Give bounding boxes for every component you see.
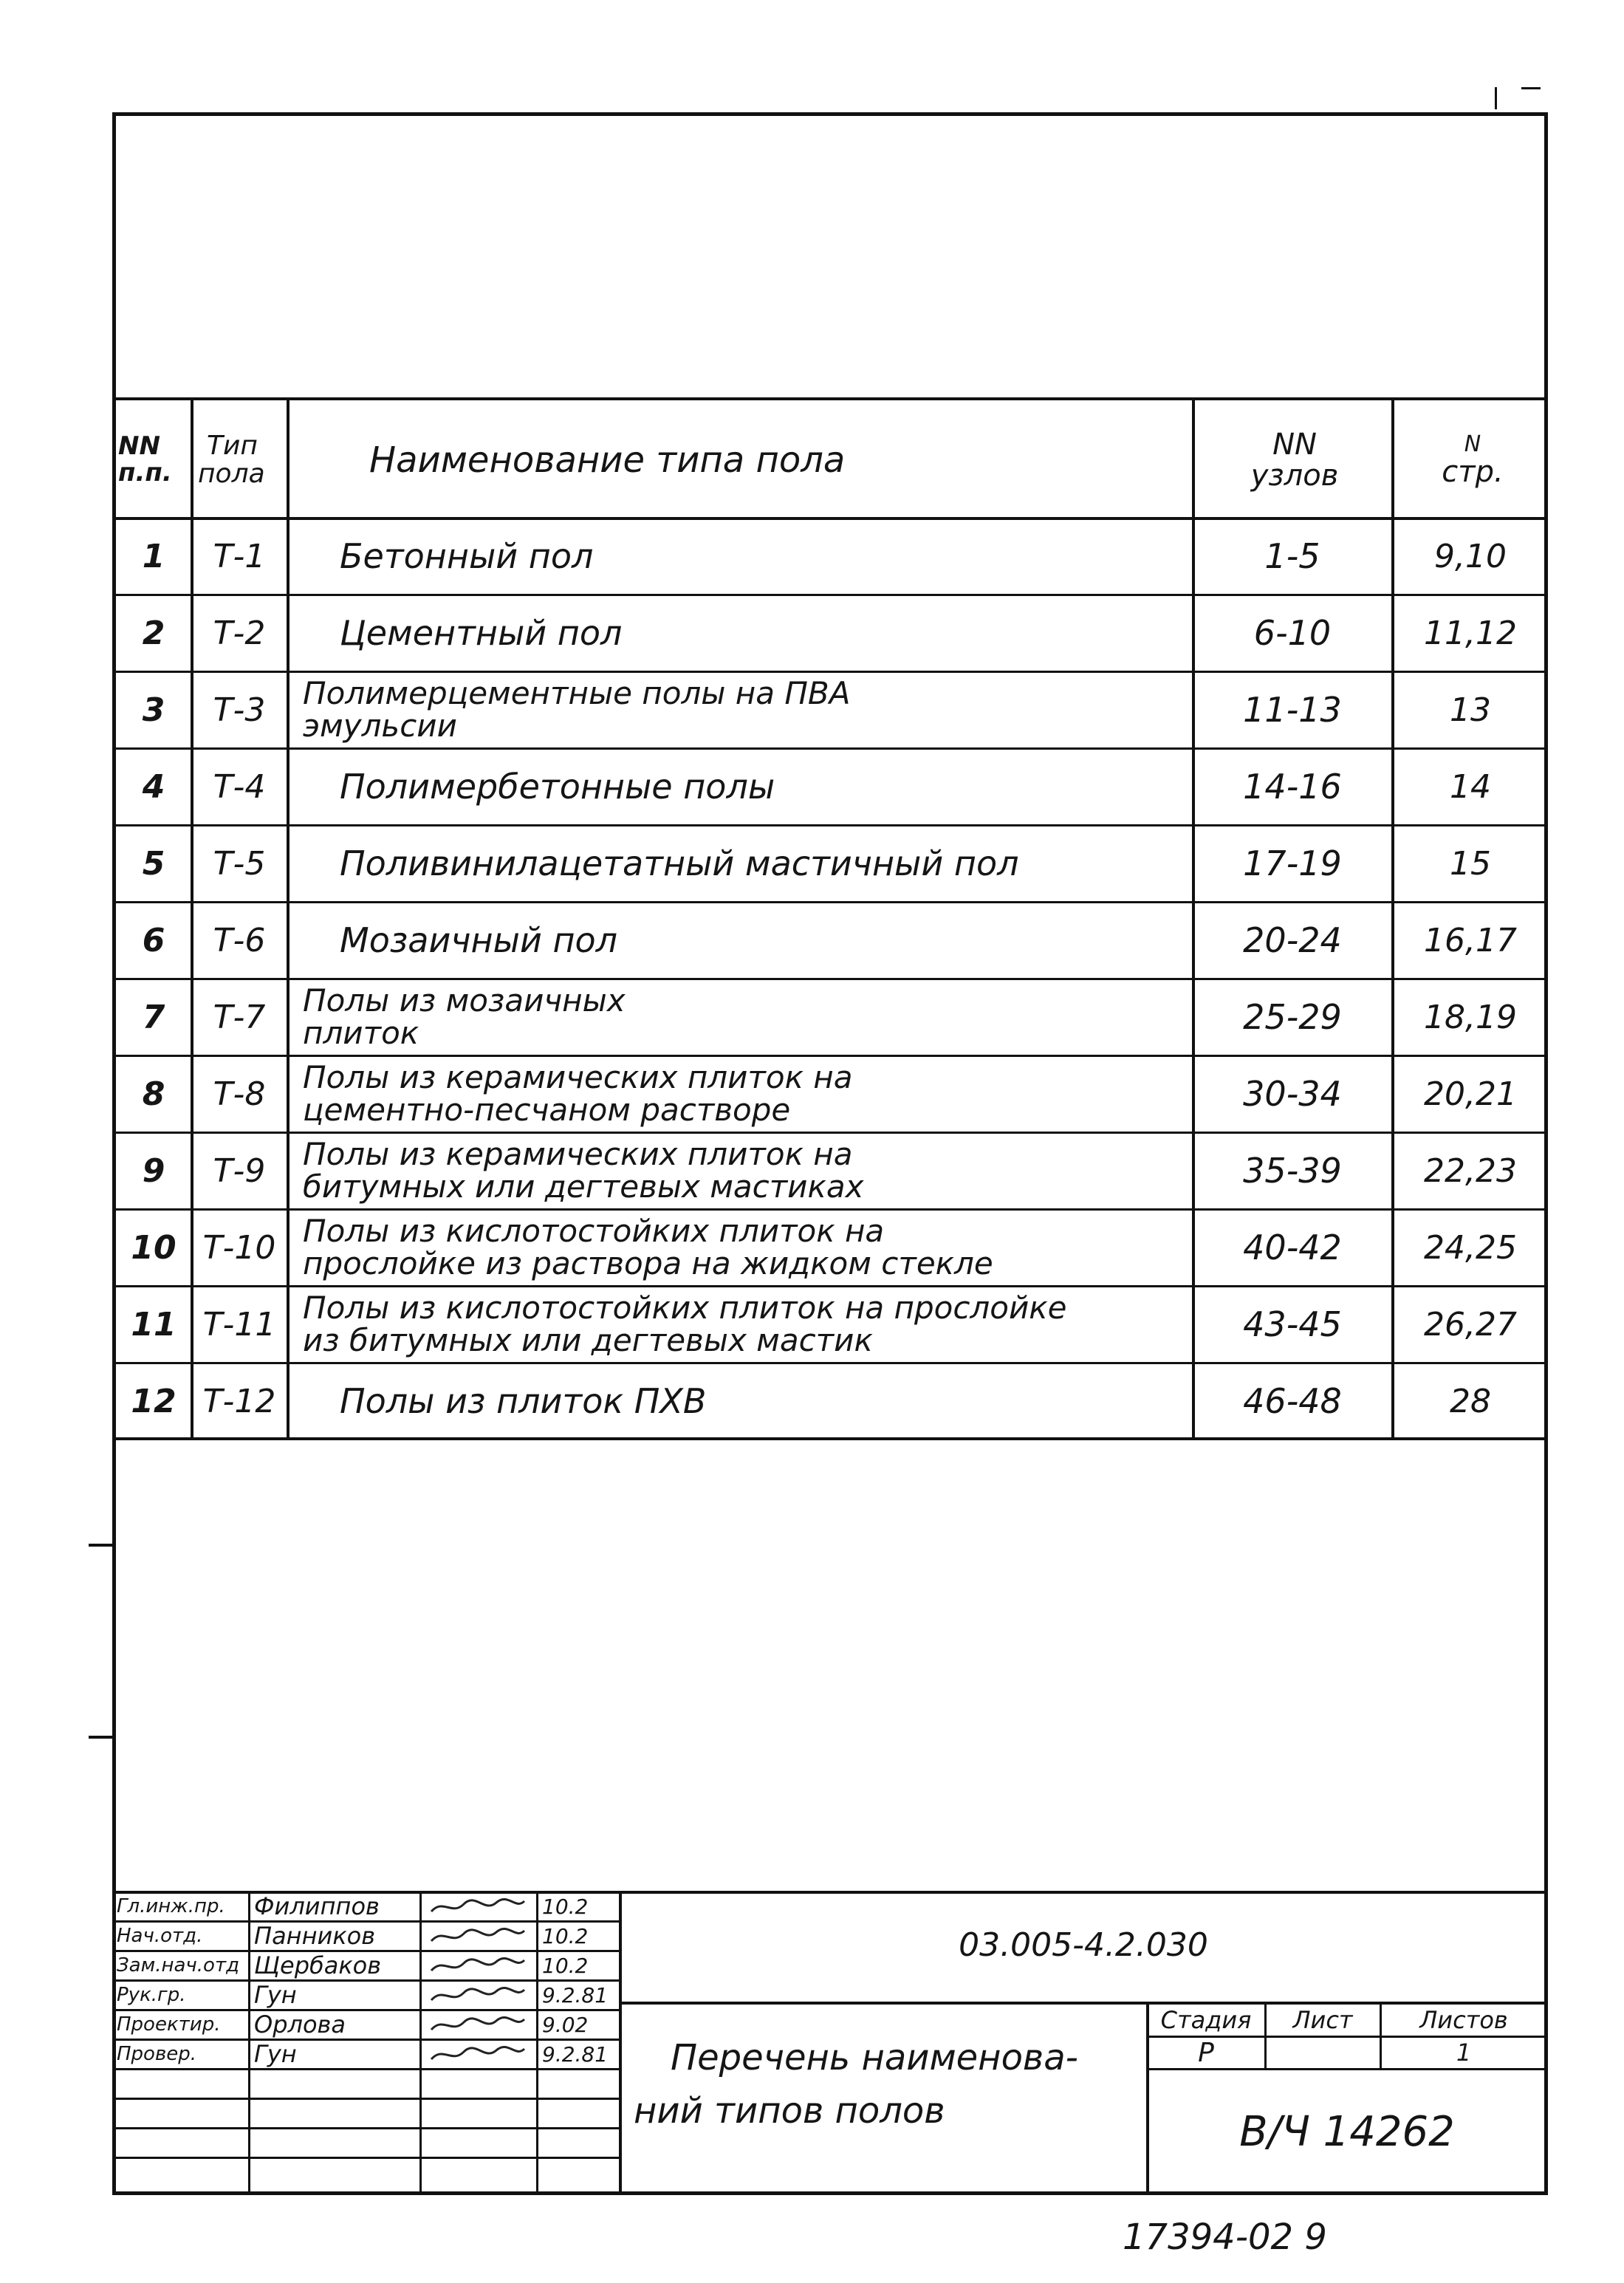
floor-type-name-line: Поливинилацетатный мастичный пол [340,843,1019,883]
floor-type-name-line: плиток [303,1015,419,1051]
sheet-label: Лист [1292,2006,1353,2034]
row-number: 8 [142,1075,165,1113]
page-numbers: 11,12 [1424,614,1517,652]
row-number: 1 [142,537,165,575]
node-range: 40-42 [1243,1228,1342,1267]
row-number: 9 [142,1151,165,1190]
signature-name: Щербаков [254,1951,382,1979]
sheet-value [1267,2037,1378,2068]
signature-date: 9.2.81 [542,1982,609,2008]
floor-type-code: Т-4 [213,767,266,806]
floor-type-name [295,826,1189,901]
header-type: Тип пола [198,431,265,489]
signature-role: Рук.гр. [117,1984,186,2006]
signature-scribble [422,1922,535,1950]
floor-type-name [295,1133,1189,1208]
signature-date: 10.2 [542,1923,589,1948]
signature-scribble [422,1951,535,1979]
floor-type-code: Т-5 [213,844,266,883]
row-number: 7 [142,998,165,1036]
floor-type-name-line: Полимерцементные полы на ПВА [303,674,851,711]
floor-type-name-line: Полы из керамических плиток на [303,1135,853,1172]
page-numbers: 26,27 [1424,1305,1517,1344]
row-number: 5 [142,844,165,883]
floor-type-name [295,1210,1189,1285]
node-range: 1-5 [1264,536,1320,576]
signature-role: Нач.отд. [117,1925,203,1947]
node-range: 14-16 [1243,767,1342,807]
page-numbers: 28 [1450,1382,1491,1420]
floor-type-code: Т-1 [213,537,266,575]
organization: В/Ч 14262 [1239,2107,1455,2156]
signature-name: Орлова [254,2010,346,2039]
header-nodes: NN узлов [1250,428,1339,493]
floor-type-name [295,903,1189,978]
floor-type-name-line: Мозаичный пол [340,920,618,960]
floor-type-name [295,979,1189,1055]
floor-type-name-line: Полы из плиток ПХВ [340,1381,707,1421]
page-numbers: 14 [1450,767,1491,806]
row-number: 3 [142,691,165,729]
node-range: 20-24 [1243,920,1342,960]
page-numbers: 13 [1450,691,1491,729]
signature-date: 10.2 [542,1953,589,1978]
signature-role: Проектир. [117,2013,221,2036]
floor-type-name [295,1287,1189,1362]
page-numbers: 18,19 [1424,998,1517,1036]
node-range: 25-29 [1243,997,1342,1037]
footer-number: 17394-02 9 [1123,2217,1327,2258]
floor-type-name-line: Бетонный пол [340,536,594,576]
header-num: NN п.п. [118,431,172,487]
floor-type-code: Т-10 [202,1228,276,1267]
floor-type-code: Т-8 [213,1075,266,1113]
row-number: 4 [142,767,165,806]
node-range: 30-34 [1243,1074,1342,1114]
sheet-title: Перечень наименова- ний типов полов [634,2037,1078,2132]
node-range: 17-19 [1243,843,1342,883]
signature-scribble [422,2040,535,2068]
floor-type-name-line: Полы из кислотостойких плиток на [303,1212,885,1249]
floor-type-code: Т-7 [213,998,266,1036]
sheets-label: Листов [1419,2006,1508,2034]
floor-type-name-line: Полимербетонные полы [340,767,775,807]
page-numbers: 20,21 [1424,1075,1517,1113]
signature-date: 9.2.81 [542,2041,609,2067]
floor-type-code: Т-9 [213,1151,266,1190]
floor-type-name-line: цементно-песчаном растворе [303,1092,791,1128]
floor-type-name-line: Полы из мозаичных [303,982,626,1019]
floor-type-name-line: прослойке из раствора на жидком стекле [303,1245,993,1281]
signature-scribble [422,2010,535,2039]
floor-type-name [295,749,1189,824]
page-numbers: 9,10 [1434,537,1507,575]
floor-type-name-line: Полы из кислотостойких плиток на прослойке [303,1289,1067,1326]
floor-type-code: Т-6 [213,921,266,959]
signature-role: Провер. [117,2043,197,2065]
row-number: 2 [142,614,165,652]
signature-date: 9.02 [542,2012,589,2037]
signature-name: Гун [254,1981,297,2009]
signature-name: Филиппов [254,1892,380,1920]
floor-type-name-line: эмульсии [303,708,457,744]
node-range: 46-48 [1243,1381,1342,1421]
floor-type-code: Т-11 [202,1305,276,1344]
floor-type-name-line: Полы из керамических плиток на [303,1058,853,1095]
signature-scribble [422,1981,535,2009]
stage-label: Стадия [1160,2006,1252,2034]
sheets-value: 1 [1456,2039,1472,2067]
node-range: 11-13 [1243,690,1342,730]
row-number: 11 [131,1305,177,1344]
floor-type-name [295,595,1189,671]
floor-type-name-line: битумных или дегтевых мастиках [303,1168,864,1205]
floor-type-name-line: из битумных или дегтевых мастик [303,1322,873,1358]
page-numbers: 24,25 [1424,1228,1517,1267]
page-numbers: 16,17 [1424,921,1517,959]
row-number: 6 [142,921,165,959]
row-number: 12 [131,1382,177,1420]
signature-name: Панников [254,1922,376,1950]
stage-value: Р [1198,2037,1214,2068]
signature-date: 10.2 [542,1894,589,1919]
margin-mark [89,1736,114,1739]
node-range: 35-39 [1243,1151,1342,1191]
document-code: 03.005-4.2.030 [959,1926,1208,1964]
floor-type-name [295,1363,1189,1439]
floor-type-name [295,672,1189,747]
row-number: 10 [131,1228,177,1267]
corner-mark [1521,87,1541,89]
node-range: 6-10 [1253,613,1332,653]
page-numbers: 15 [1450,844,1491,883]
page-numbers: 22,23 [1424,1151,1517,1190]
signature-role: Зам.нач.отд [117,1954,240,1976]
floor-type-code: Т-2 [213,614,266,652]
floor-type-name [295,518,1189,594]
margin-mark [89,1544,114,1547]
signature-name: Гун [254,2040,297,2068]
floor-type-name [295,1056,1189,1132]
floor-type-code: Т-3 [213,691,266,729]
header-pages: N стр. [1442,431,1504,489]
corner-mark [1495,87,1497,109]
signature-role: Гл.инж.пр. [117,1895,225,1917]
floor-type-code: Т-12 [202,1382,276,1420]
node-range: 43-45 [1243,1304,1342,1344]
header-name: Наименование типа пола [369,439,846,481]
signature-scribble [422,1892,535,1920]
floor-type-name-line: Цементный пол [340,613,623,653]
